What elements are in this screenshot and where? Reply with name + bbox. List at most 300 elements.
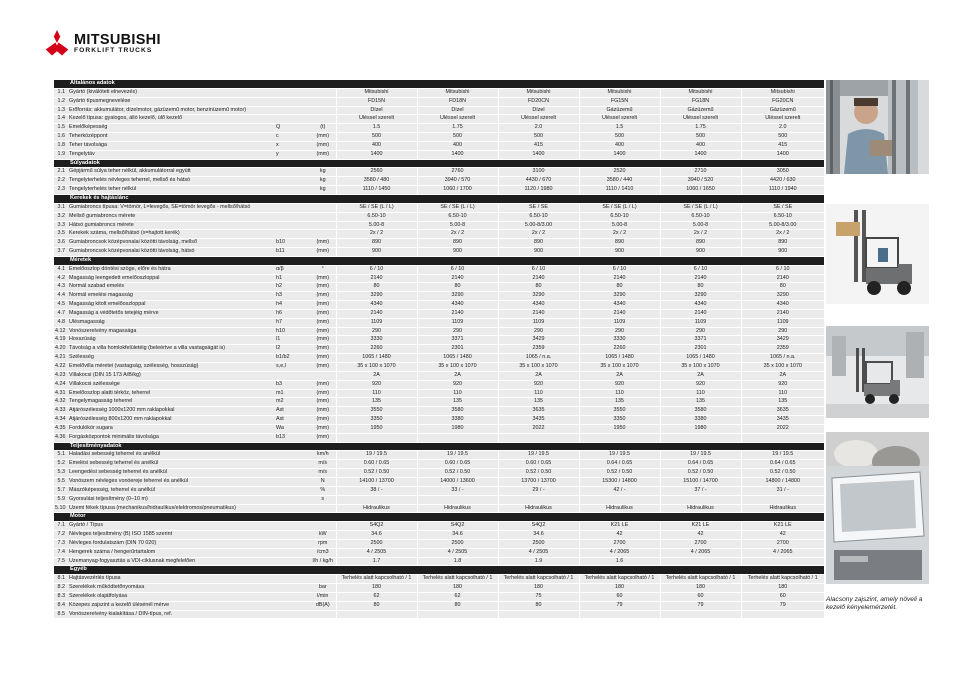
row-symbol: b3 — [275, 380, 310, 389]
row-number: 5.9 — [54, 495, 68, 504]
table-row — [54, 265, 824, 274]
row-description: Szélesség — [68, 354, 275, 363]
section-title: Teljesítményadatok — [54, 442, 824, 451]
model-value: 400 — [660, 141, 741, 150]
model-value: 3290 — [579, 292, 660, 301]
model-value: 62 — [417, 592, 498, 601]
row-symbol — [275, 106, 310, 115]
model-value: 6 / 10 — [660, 265, 741, 274]
row-symbol — [275, 115, 310, 124]
row-symbol: m1 — [275, 389, 310, 398]
row-description: Forgásközpontok minimális távolsága — [68, 433, 275, 442]
row-symbol: x — [275, 141, 310, 150]
model-value: 80 — [660, 283, 741, 292]
row-description: Villakocsi szélessége — [68, 380, 275, 389]
model-value: 2140 — [498, 309, 579, 318]
row-number: 4.33 — [54, 407, 68, 416]
model-value: 2A — [741, 371, 824, 380]
row-description: Tengelyterhelés névleges teherrel, mellső és hátsó — [68, 177, 275, 186]
model-value: 110 — [336, 389, 417, 398]
model-value: 4 / 2505 — [336, 548, 417, 557]
model-value: 1109 — [741, 318, 824, 327]
row-symbol: h4 — [275, 301, 310, 310]
model-value: 890 — [498, 239, 579, 248]
row-number: 8.2 — [54, 584, 68, 593]
model-value: 1400 — [660, 150, 741, 159]
photo-forklift-lifting — [826, 204, 929, 304]
model-value: 920 — [336, 380, 417, 389]
row-symbol — [275, 168, 310, 177]
table-row — [54, 557, 824, 566]
model-value: Hidraulikus — [417, 504, 498, 513]
model-value: Mitsubishi — [417, 88, 498, 97]
row-unit: bar — [310, 584, 336, 593]
row-description: Emelőoszlop alatti térköz, teherrel — [68, 389, 275, 398]
model-value: 2A — [579, 371, 660, 380]
model-value: 3350 — [336, 416, 417, 425]
model-value: 35 x 100 x 1070 — [741, 363, 824, 372]
row-description: Gyártó / Típus — [68, 522, 275, 531]
model-value: 2A — [417, 371, 498, 380]
row-description: Leengedési sebesség teherrel és anélkül — [68, 469, 275, 478]
row-unit: (mm) — [310, 274, 336, 283]
row-description: Átjárószélesség 800x1200 mm raklapokkal — [68, 416, 275, 425]
model-value: 3580 / 480 — [336, 177, 417, 186]
row-unit — [310, 575, 336, 584]
model-value: 6.50-10 — [660, 212, 741, 221]
row-number: 4.34 — [54, 416, 68, 425]
model-value: 0.52 / 0.50 — [336, 469, 417, 478]
row-unit: ° — [310, 265, 336, 274]
model-value: 920 — [579, 380, 660, 389]
row-unit: (mm) — [310, 318, 336, 327]
row-symbol — [275, 557, 310, 566]
row-description: Emelőképesség — [68, 124, 275, 133]
model-value: 920 — [660, 380, 741, 389]
model-value: 290 — [498, 327, 579, 336]
row-number: 8.1 — [54, 575, 68, 584]
model-value: 135 — [498, 398, 579, 407]
model-value: 79 — [741, 601, 824, 610]
row-number: 5.2 — [54, 460, 68, 469]
model-value: 2A — [336, 371, 417, 380]
row-number: 5.5 — [54, 477, 68, 486]
model-value: 60 — [741, 592, 824, 601]
model-value: 35 x 100 x 1070 — [498, 363, 579, 372]
model-value: 0.52 / 0.50 — [741, 469, 824, 478]
table-row — [54, 548, 824, 557]
row-symbol: h10 — [275, 327, 310, 336]
row-number: 1.6 — [54, 133, 68, 142]
table-row — [54, 477, 824, 486]
row-symbol — [275, 548, 310, 557]
row-number: 4.1 — [54, 265, 68, 274]
row-description: Hosszúság — [68, 336, 275, 345]
row-description: Átjárószélesség 1000x1200 mm raklapokkal — [68, 407, 275, 416]
model-value — [336, 433, 417, 442]
table-row — [54, 106, 824, 115]
model-value: 0.60 / 0.65 — [417, 460, 498, 469]
model-value: 42 — [660, 531, 741, 540]
row-number: 2.3 — [54, 186, 68, 195]
row-symbol — [275, 486, 310, 495]
model-value: 1.75 — [660, 124, 741, 133]
model-value: 60 — [660, 592, 741, 601]
model-value: 1400 — [579, 150, 660, 159]
model-value: FG15N — [579, 97, 660, 106]
model-value: 42 — [741, 531, 824, 540]
model-value: 290 — [417, 327, 498, 336]
model-value: Mitsubishi — [741, 88, 824, 97]
row-number: 5.1 — [54, 451, 68, 460]
table-row — [54, 407, 824, 416]
model-value: 3350 — [579, 416, 660, 425]
model-value: Üléssel szerelt — [498, 115, 579, 124]
row-number: 1.4 — [54, 115, 68, 124]
table-row — [54, 221, 824, 230]
row-symbol — [275, 531, 310, 540]
model-value: 0.52 / 0.50 — [660, 469, 741, 478]
model-value: FG20CN — [741, 97, 824, 106]
row-number: 7.5 — [54, 557, 68, 566]
model-value: 2x / 2 — [660, 230, 741, 239]
model-value: S4Q2 — [336, 522, 417, 531]
model-value: 19 / 19.5 — [579, 451, 660, 460]
table-row — [54, 336, 824, 345]
model-value: 1.6 — [579, 557, 660, 566]
table-row — [54, 292, 824, 301]
row-number: 8.4 — [54, 601, 68, 610]
model-value: 4430 / 670 — [498, 177, 579, 186]
row-unit: (mm) — [310, 336, 336, 345]
model-value: FD18N — [417, 97, 498, 106]
model-value: 6 / 10 — [417, 265, 498, 274]
model-value: 3550 — [579, 407, 660, 416]
model-value: 35 x 100 x 1070 — [579, 363, 660, 372]
model-value: 3371 — [660, 336, 741, 345]
row-description: Üzemanyag-fogyasztás a VDI-ciklusnak megfelelően — [68, 557, 275, 566]
model-value: 1060 / 1700 — [417, 186, 498, 195]
table-row — [54, 124, 824, 133]
model-value: 3371 — [417, 336, 498, 345]
model-value: K21 LE — [579, 522, 660, 531]
model-value: 890 — [741, 239, 824, 248]
model-value: 31 / - — [741, 486, 824, 495]
row-unit: (mm) — [310, 380, 336, 389]
model-value: 890 — [417, 239, 498, 248]
row-unit: (mm) — [310, 248, 336, 257]
model-value: 6.50-10 — [741, 212, 824, 221]
row-number: 7.4 — [54, 548, 68, 557]
row-number: 3.2 — [54, 212, 68, 221]
table-row — [54, 230, 824, 239]
model-value: 2500 — [417, 539, 498, 548]
model-value: 415 — [741, 141, 824, 150]
row-symbol: h7 — [275, 318, 310, 327]
table-row — [54, 522, 824, 531]
model-value — [498, 495, 579, 504]
row-symbol — [275, 212, 310, 221]
model-value: 19 / 19.5 — [336, 451, 417, 460]
model-value: 2700 — [741, 539, 824, 548]
model-value: 1110 / 1940 — [741, 186, 824, 195]
model-value: 3380 — [660, 416, 741, 425]
row-unit: kg — [310, 168, 336, 177]
model-value: 290 — [336, 327, 417, 336]
section-header — [54, 513, 824, 522]
model-value: 180 — [336, 584, 417, 593]
model-value: 1.7 — [336, 557, 417, 566]
table-row — [54, 424, 824, 433]
row-number: 2.2 — [54, 177, 68, 186]
row-number: 1.3 — [54, 106, 68, 115]
row-number: 7.2 — [54, 531, 68, 540]
row-unit: % — [310, 486, 336, 495]
model-value: 900 — [660, 248, 741, 257]
model-value: 2500 — [336, 539, 417, 548]
model-value: Üléssel szerelt — [660, 115, 741, 124]
model-value: Üléssel szerelt — [741, 115, 824, 124]
model-value: 400 — [417, 141, 498, 150]
row-description: Tengelyterhelés teher nélkül — [68, 186, 275, 195]
table-row — [54, 141, 824, 150]
model-value: 2.0 — [741, 124, 824, 133]
model-value: 135 — [741, 398, 824, 407]
row-unit: dB(A) — [310, 601, 336, 610]
three-diamonds-icon — [44, 30, 70, 56]
row-unit: kW — [310, 531, 336, 540]
model-value: Dízel — [498, 106, 579, 115]
model-value: 60 — [579, 592, 660, 601]
model-value: 42 — [579, 531, 660, 540]
model-value: 33 / - — [417, 486, 498, 495]
model-value: 15300 / 14800 — [579, 477, 660, 486]
table-row — [54, 248, 824, 257]
model-value: 135 — [336, 398, 417, 407]
model-value: 5.00-8/3.00 — [741, 221, 824, 230]
table-row — [54, 115, 824, 124]
row-number: 8.5 — [54, 610, 68, 619]
model-value: 180 — [579, 584, 660, 593]
row-description: Gumiabroncsok középvonalai közötti távolság, mellső — [68, 239, 275, 248]
model-value: 2700 — [579, 539, 660, 548]
model-value: Dízel — [336, 106, 417, 115]
photo-forklift-warehouse — [826, 326, 929, 418]
model-value — [579, 495, 660, 504]
model-value: 890 — [336, 239, 417, 248]
model-value: 5.00-8 — [660, 221, 741, 230]
model-value: Üléssel szerelt — [417, 115, 498, 124]
model-value: 34.6 — [498, 531, 579, 540]
row-description: Hátsó gumiabroncs mérete — [68, 221, 275, 230]
model-value: 500 — [579, 133, 660, 142]
model-value: K21 LE — [741, 522, 824, 531]
row-symbol: h1 — [275, 274, 310, 283]
row-unit: (mm) — [310, 239, 336, 248]
model-value: 1.5 — [336, 124, 417, 133]
model-value: 2022 — [498, 424, 579, 433]
model-value: 75 — [498, 592, 579, 601]
row-number: 3.7 — [54, 248, 68, 257]
model-value: SE / SE — [741, 203, 824, 212]
row-number: 7.1 — [54, 522, 68, 531]
model-value: 2140 — [579, 274, 660, 283]
model-value: 2140 — [336, 309, 417, 318]
table-row — [54, 301, 824, 310]
row-symbol — [275, 97, 310, 106]
model-value: 4 / 2065 — [579, 548, 660, 557]
row-description: Kerekek száma, mellső/hátsó (x=hajtott kerék) — [68, 230, 275, 239]
row-unit — [310, 504, 336, 513]
row-unit: (mm) — [310, 433, 336, 442]
row-symbol — [275, 203, 310, 212]
model-value: Hidraulikus — [498, 504, 579, 513]
row-number: 1.1 — [54, 88, 68, 97]
model-value: 900 — [498, 248, 579, 257]
model-value: 80 — [498, 283, 579, 292]
model-value: 80 — [498, 601, 579, 610]
model-value: Hidraulikus — [741, 504, 824, 513]
table-row — [54, 186, 824, 195]
row-symbol: b1/b2 — [275, 354, 310, 363]
model-value: 1980 — [660, 424, 741, 433]
row-symbol — [275, 177, 310, 186]
model-value: 3580 / 440 — [579, 177, 660, 186]
section-header — [54, 80, 824, 88]
row-unit: km/h — [310, 451, 336, 460]
section-header — [54, 566, 824, 575]
row-description: Szerelékek működtetőnyomása — [68, 584, 275, 593]
model-value: 2140 — [579, 309, 660, 318]
model-value: 3940 / 570 — [417, 177, 498, 186]
row-description: Villakocsi (DIN 15 173 A/B/kg) — [68, 371, 275, 380]
model-value: FD15N — [336, 97, 417, 106]
table-row — [54, 97, 824, 106]
row-number: 5.10 — [54, 504, 68, 513]
model-value: 920 — [741, 380, 824, 389]
row-description: Ülésmagasság — [68, 318, 275, 327]
brand-name: MITSUBISHI — [74, 32, 161, 48]
model-value: 2140 — [417, 309, 498, 318]
model-value: 1109 — [498, 318, 579, 327]
row-unit: (mm) — [310, 389, 336, 398]
model-value: 3429 — [741, 336, 824, 345]
section-header — [54, 442, 824, 451]
model-value: 3290 — [741, 292, 824, 301]
model-value: 2260 — [336, 345, 417, 354]
row-number: 4.31 — [54, 389, 68, 398]
model-value: Gázüzemű — [741, 106, 824, 115]
table-row — [54, 460, 824, 469]
section-title: Súlyadatok — [54, 159, 824, 168]
row-symbol: m2 — [275, 398, 310, 407]
row-number: 4.21 — [54, 354, 68, 363]
row-unit: l/min — [310, 592, 336, 601]
model-value: SE / SE (L / L) — [579, 203, 660, 212]
row-symbol — [275, 539, 310, 548]
row-symbol: y — [275, 150, 310, 159]
model-value: 34.6 — [417, 531, 498, 540]
model-value: 0.64 / 0.65 — [660, 460, 741, 469]
row-description: Magasság a védőtetős tetejéig mérve — [68, 309, 275, 318]
row-symbol: l1 — [275, 336, 310, 345]
table-row — [54, 318, 824, 327]
model-value: 110 — [417, 389, 498, 398]
model-value: 1060 / 1650 — [660, 186, 741, 195]
model-value: 180 — [741, 584, 824, 593]
model-value: 110 — [660, 389, 741, 398]
section-title: Általános adatok — [54, 80, 824, 88]
model-value: 1065 / 1480 — [336, 354, 417, 363]
model-value: 3050 — [741, 168, 824, 177]
model-value: 2140 — [741, 274, 824, 283]
model-value: 2301 — [417, 345, 498, 354]
model-value: 2359 — [498, 345, 579, 354]
model-value: 6 / 10 — [741, 265, 824, 274]
model-value: 920 — [498, 380, 579, 389]
model-value: Mitsubishi — [579, 88, 660, 97]
model-value: Gázüzemű — [579, 106, 660, 115]
model-value: 80 — [336, 283, 417, 292]
model-value: Hidraulikus — [579, 504, 660, 513]
row-description: Emelővilla méretei (vastagság, szélesség, hosszúság) — [68, 363, 275, 372]
model-value: 4340 — [336, 301, 417, 310]
model-value: 1.9 — [498, 557, 579, 566]
model-value: 2301 — [660, 345, 741, 354]
table-row — [54, 531, 824, 540]
model-value: 35 x 100 x 1070 — [660, 363, 741, 372]
row-unit — [310, 212, 336, 221]
model-value: SE / SE (L / L) — [336, 203, 417, 212]
model-value: 0.52 / 0.50 — [579, 469, 660, 478]
row-unit: (mm) — [310, 301, 336, 310]
row-number: 4.22 — [54, 363, 68, 372]
row-description: Tengelymagasság teherrel — [68, 398, 275, 407]
model-value — [741, 495, 824, 504]
model-value: Hidraulikus — [660, 504, 741, 513]
row-symbol: c — [275, 133, 310, 142]
row-unit: (mm) — [310, 309, 336, 318]
model-value: 4 / 2505 — [498, 548, 579, 557]
table-row — [54, 451, 824, 460]
table-row — [54, 309, 824, 318]
row-description: Normál szabad emelés — [68, 283, 275, 292]
row-number: 3.5 — [54, 230, 68, 239]
model-value: 80 — [741, 283, 824, 292]
row-unit — [310, 106, 336, 115]
model-value: 4340 — [579, 301, 660, 310]
model-value: 4 / 2065 — [660, 548, 741, 557]
model-value: 2500 — [498, 539, 579, 548]
model-value: 0.52 / 0.50 — [417, 469, 498, 478]
table-row — [54, 150, 824, 159]
row-symbol — [275, 610, 310, 619]
model-value: 3290 — [336, 292, 417, 301]
row-symbol — [275, 371, 310, 380]
model-value: 2560 — [336, 168, 417, 177]
model-value: 62 — [336, 592, 417, 601]
model-value: 2710 — [660, 168, 741, 177]
row-number: 7.3 — [54, 539, 68, 548]
model-value: 2140 — [741, 309, 824, 318]
model-value: 3290 — [498, 292, 579, 301]
row-symbol: h3 — [275, 292, 310, 301]
model-value: 2359 — [741, 345, 824, 354]
model-value: 2x / 2 — [579, 230, 660, 239]
row-number: 4.2 — [54, 274, 68, 283]
row-description: Vonószerelvény magassága — [68, 327, 275, 336]
model-value: 1120 / 1980 — [498, 186, 579, 195]
